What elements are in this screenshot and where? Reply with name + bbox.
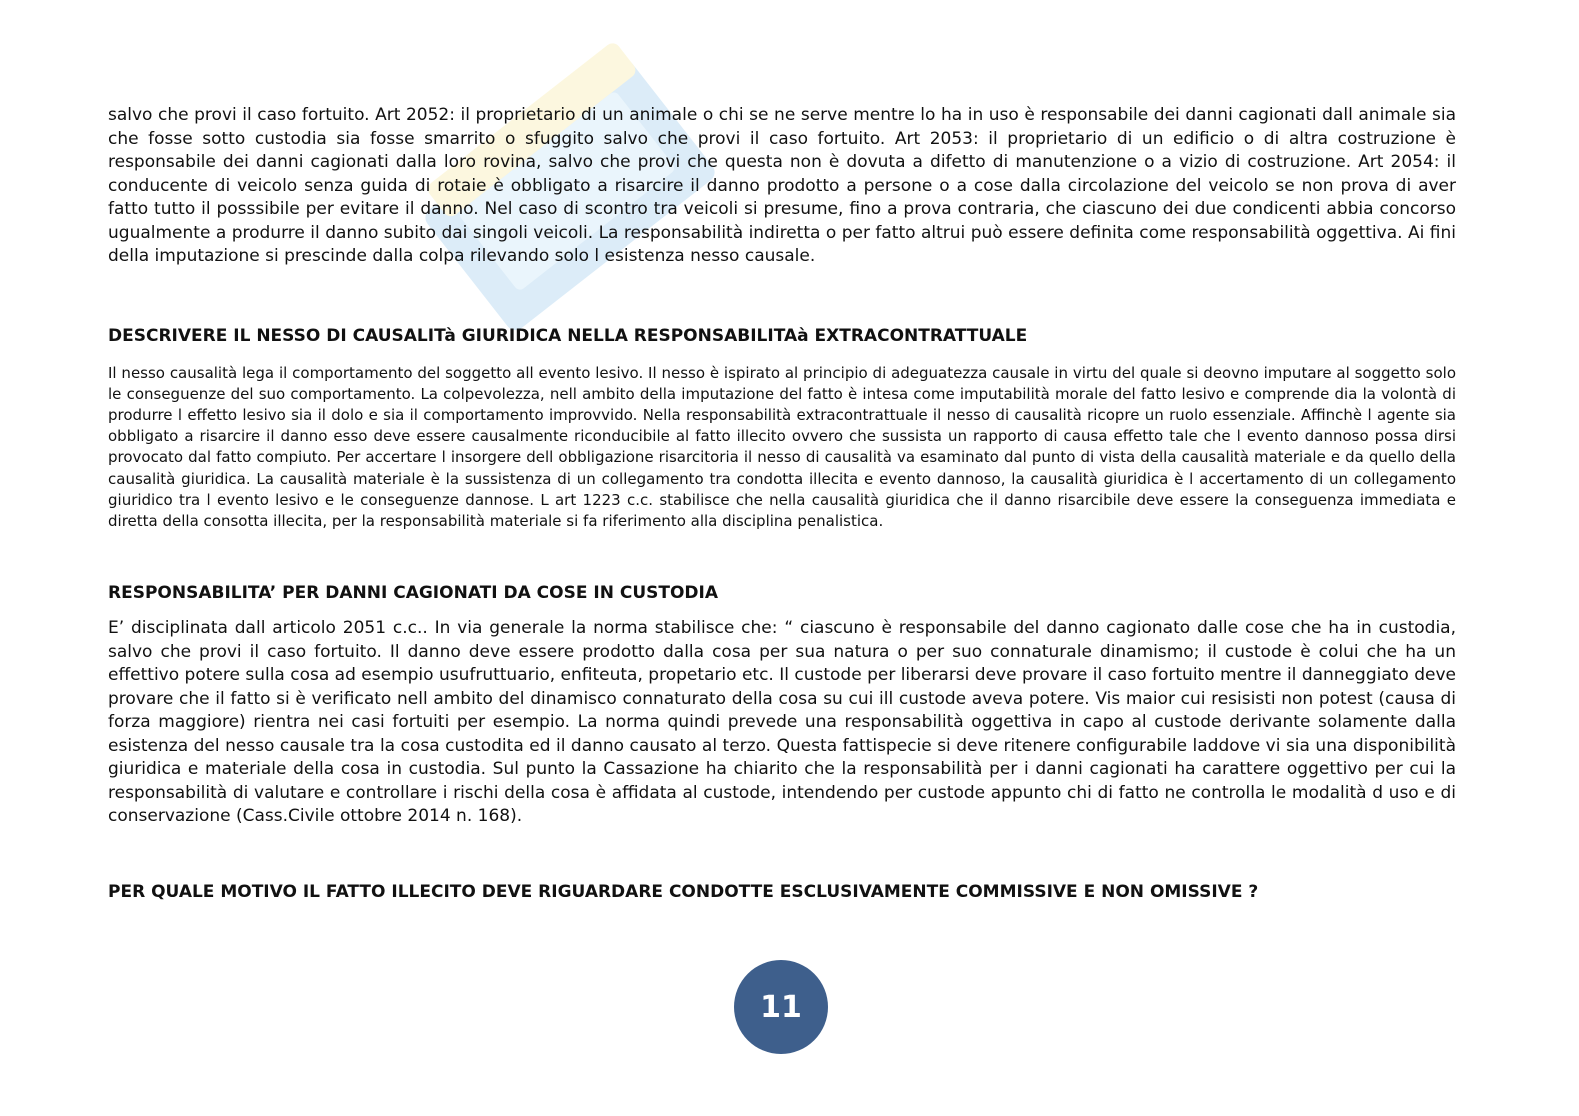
section-heading-nesso-causalita: DESCRIVERE IL NESSO DI CAUSALITà GIURIDICA NELLA RESPONSABILITAà EXTRACONTRATTUALE bbox=[108, 325, 1028, 346]
page-content bbox=[108, 104, 1456, 903]
section-heading-fatto-illecito: PER QUALE MOTIVO IL FATTO ILLECITO DEVE RIGUARDARE CONDOTTE ESCLUSIVAMENTE COMMISSIVE E NON OMISSIVE ? bbox=[108, 881, 1259, 902]
section-heading-cose-in-custodia: RESPONSABILITA’ PER DANNI CAGIONATI DA COSE IN CUSTODIA bbox=[108, 583, 719, 604]
page-number-badge bbox=[734, 960, 828, 1054]
page-number: 11 bbox=[760, 989, 802, 1025]
intro-paragraph: salvo che provi il caso fortuito. Art 2052: il proprietario di un animale o chi se ne serve mentre lo ha in uso è responsabile dei danni cagionati dall animale sia che fosse sotto custodia sia fosse smarrito o sfuggito salvo che provi il caso fortuito. Art 2053: il proprietario di un edificio o di altra costruzione è responsabile dei danni cagionati dalla loro rovina, salvo che provi che questa non è dovuta a difetto di manutenzione o a vizio di costruzione. Art 2054: il conducente di veicolo senza guida di rotaie è obbligato a risarcire il danno prodotto a persone o a cose dalla circolazione del veicolo se non prova di aver fatto tutto il posssibile per evitare il danno. Nel caso di scontro tra veicoli si presume, fino a prova contraria, che ciascuno dei due condicenti abbia concorso ugualmente a produrre il danno subito dai singoli veicoli. La responsabilità indiretta o per fatto altrui può essere definita come responsabilità oggettiva. Ai fini della imputazione si prescinde dalla colpa rilevando solo l esistenza nesso causale. bbox=[108, 105, 1456, 266]
section-body-cose-in-custodia: E’ disciplinata dall articolo 2051 c.c.. In via generale la norma stabilisce che: “ ciascuno è responsabile del danno cagionato dalle cose che ha in custodia, salvo che provi il caso fortuito. Il danno deve essere prodotto dalla cosa per sua natura o per suo connaturale dinamismo; il custode è colui che ha un effettivo potere sulla cosa ad esempio usufruttuario, enfiteuta, propetario etc. Il custode per liberarsi deve provare il caso fortuito mentre il danneggiato deve provare che il fatto si è verificato nell ambito del dinamisco connaturato della cosa su cui ill custode aveva potere. Vis maior cui resisisti non potest (causa di forza maggiore) rientra nei casi fortuiti per esempio. La norma quindi prevede una responsabilità oggettiva in capo al custode derivante solamente dalla esistenza del nesso causale tra la cosa custodita ed il danno causato al terzo. Questa fattispecie si deve ritenere configurabile laddove vi sia una disponibilità giuridica e materiale della cosa in custodia. Sul punto la Cassazione ha chiarito che la responsabilità per i danni cagionati ha carattere oggettivo per cui la responsabilità di valutare e controllare i rischi della cosa è affidata al custode, intendendo per custode appunto chi di fatto ne controlla le modalità d uso e di conservazione (Cass.Civile ottobre 2014 n. 168). bbox=[108, 618, 1456, 827]
section-body-nesso-causalita: Il nesso causalità lega il comportamento del soggetto all evento lesivo. Il nesso è ispirato al principio di adeguatezza causale in virtu del quale si deovno imputare al soggetto solo le conseguenze del suo comportamento. La colpevolezza, nell ambito della imputazione del fatto è intesa come imputabilità morale del fatto lesivo e comprende dia la volontà di produrre l effetto lesivo sia il dolo e sia il comportamento improvvido. Nella responsabilità extracontrattuale il nesso di causalità ricopre un ruolo essenziale. Affinchè l agente sia obbligato a risarcire il danno esso deve essere causalmente riconducibile al fatto illecito ovvero che sussista un rapporto di causa effetto tale che l evento dannoso possa dirsi provocato dal fatto compiuto. Per accertare l insorgere dell obbligazione risarcitoria il nesso di causalità va esaminato dal punto di vista della causalità materiale e da quello della causalità giuridica. La causalità materiale è la sussistenza di un collegamento tra condotta illecita e evento dannoso, la causalità giuridica è l accertamento di un collegamento giuridico tra l evento lesivo e le conseguenze dannose. L art 1223 c.c. stabilisce che nella causalità giuridica che il danno risarcibile deve essere la conseguenza immediata e diretta della consotta illecita, per la responsabilità materiale si fa riferimento alla disciplina penalistica. bbox=[108, 363, 1456, 530]
